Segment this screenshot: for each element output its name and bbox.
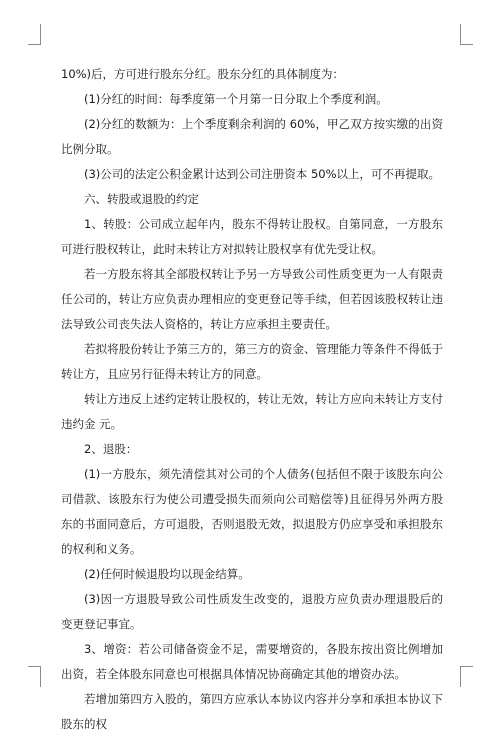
crop-mark-top-right — [460, 24, 473, 45]
paragraph: 若一方股东将其全部股权转让予另一方导致公司性质变更为一人有限责任公司的，转让方应负责办理相应的变更登记等手续，但若因该股权转让违法导致公司丧失法人资格的，转让方应承担主要责任。 — [61, 267, 443, 331]
paragraph: (2)分红的数额为：上个季度剩余利润的 60%，甲乙双方按实缴的出资比例分取。 — [61, 117, 443, 156]
paragraph: 若增加第四方入股的，第四方应承认本协议内容并分享和承担本协议下股东的权 — [61, 692, 443, 731]
paragraph: 若拟将股份转让予第三方的，第三方的资金、管理能力等条件不得低于转让方，且应另行征得未转让方的同意。 — [61, 342, 443, 381]
paragraph: (2)任何时候退股均以现金结算。 — [84, 567, 250, 581]
paragraph: 3、增资：若公司储备资金不足，需要增资的，各股东按出资比例增加出资，若全体股东同意也可根据具体情况协商确定其他的增资办法。 — [61, 642, 443, 681]
paragraph: 1、转股：公司成立起年内，股东不得转让股权。自第同意，一方股东可进行股权转让，此时未转让方对拟转让股权享有优先受让权。 — [61, 217, 443, 256]
paragraph: 转让方违反上述约定转让股权的，转让无效，转让方应向未转让方支付违约金 元。 — [61, 392, 443, 431]
paragraph: (3)因一方退股导致公司性质发生改变的，退股方应负责办理退股后的变更登记事宜。 — [61, 592, 443, 631]
crop-mark-bottom-left — [28, 666, 41, 687]
paragraph: (3)公司的法定公积金累计达到公司注册资本 50%以上，可不再提取。 — [84, 167, 441, 181]
paragraph: 10%)后，方可进行股东分红。股东分红的具体制度为： — [61, 67, 345, 81]
paragraph: (1)一方股东，须先清偿其对公司的个人债务(包括但不限于该股东向公司借款、该股东行为使公司遭受损失而须向公司赔偿等)且征得另外两方股东的书面同意后，方可退股，否则退股无效，拟退股方仍应享受和承担股东的权利和义务。 — [61, 467, 443, 556]
paragraph: 2、退股： — [84, 442, 138, 456]
crop-mark-bottom-right — [460, 666, 473, 687]
document-body — [61, 62, 443, 737]
crop-mark-top-left — [28, 24, 41, 45]
paragraph: 六、转股或退股的约定 — [84, 192, 199, 206]
paragraph: (1)分红的时间：每季度第一个月第一日分取上个季度利润。 — [84, 92, 388, 106]
